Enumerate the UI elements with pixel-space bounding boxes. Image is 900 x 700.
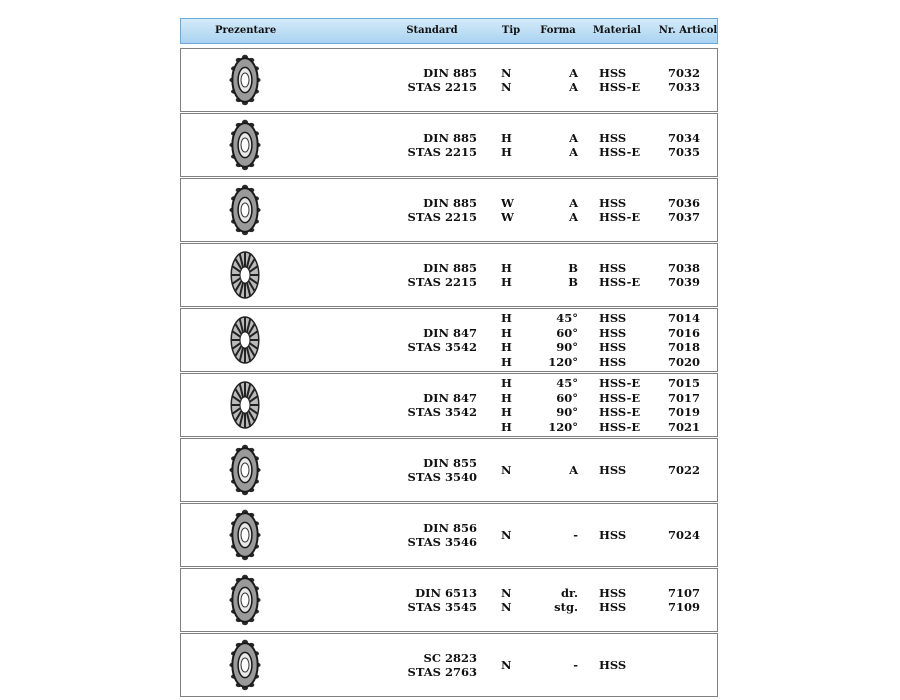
material-value: HSS	[599, 195, 627, 210]
concave-cutter-icon	[215, 443, 275, 497]
forma-value: 60°	[556, 390, 578, 405]
articol-value: 7039	[667, 275, 700, 289]
tip-value: W	[501, 210, 514, 224]
articol-cell	[655, 179, 700, 241]
standard-cell	[387, 634, 477, 696]
forma-value: A	[569, 65, 578, 80]
articol-cell	[655, 244, 700, 306]
forma-value: B	[568, 275, 578, 289]
forma-value: 60°	[556, 325, 578, 340]
forma-value: 90°	[556, 340, 578, 354]
tip-value: H	[501, 405, 512, 419]
table-row	[180, 438, 718, 502]
tip-value: N	[501, 65, 512, 80]
material-cell	[599, 569, 655, 631]
forma-cell	[538, 504, 578, 566]
forma-cell	[538, 244, 578, 306]
header-tip: Tip	[501, 25, 521, 36]
header-standard: Standard	[406, 25, 458, 36]
material-value: HSS-E	[599, 80, 641, 94]
material-value: HSS	[599, 311, 627, 325]
table-row	[180, 633, 718, 697]
material-value: HSS	[599, 354, 627, 369]
material-cell	[599, 634, 655, 696]
material-value: HSS-E	[599, 376, 641, 390]
table-row	[180, 243, 718, 307]
articol-value: 7036	[667, 195, 700, 210]
standard-value: DIN 885	[423, 65, 477, 80]
material-value: HSS-E	[599, 405, 641, 419]
articol-value: 7035	[667, 145, 700, 159]
slot-cutter-icon	[215, 118, 275, 172]
standard-value: DIN 856	[423, 520, 477, 535]
table-row	[180, 568, 718, 632]
forma-value: -	[573, 657, 578, 672]
convex-cutter-icon	[215, 508, 275, 562]
material-value: HSS-E	[599, 390, 641, 405]
material-cell	[599, 309, 655, 371]
table-row	[180, 113, 718, 177]
articol-value: 7037	[667, 210, 700, 224]
standard-value: DIN 885	[423, 195, 477, 210]
tip-value: H	[501, 419, 512, 434]
forma-value: A	[569, 462, 578, 477]
standard-value: STAS 2215	[407, 275, 477, 289]
articol-value: 7032	[667, 65, 700, 80]
standard-cell	[387, 504, 477, 566]
material-cell	[599, 49, 655, 111]
articol-value: 7034	[667, 130, 700, 145]
forma-value: 45°	[556, 376, 578, 390]
articol-value: 7021	[667, 419, 700, 434]
forma-value: 90°	[556, 405, 578, 419]
standard-value: STAS 3545	[407, 600, 477, 614]
tip-value: H	[501, 260, 512, 275]
articol-cell	[655, 504, 700, 566]
forma-value: dr.	[560, 585, 578, 600]
angle-cutter-icon	[215, 313, 275, 367]
gear-cutter-icon	[215, 638, 275, 692]
material-value: HSS	[599, 462, 627, 477]
articol-value: 7033	[667, 80, 700, 94]
forma-cell	[538, 634, 578, 696]
tip-cell	[501, 634, 521, 696]
articol-cell	[655, 49, 700, 111]
tip-cell	[501, 49, 521, 111]
standard-cell	[387, 49, 477, 111]
table-row	[180, 373, 718, 437]
forma-cell	[538, 439, 578, 501]
material-value: HSS	[599, 585, 627, 600]
header-prezentare: Prezentare	[215, 25, 277, 36]
tip-value: N	[501, 585, 512, 600]
standard-value: DIN 885	[423, 260, 477, 275]
forma-cell	[538, 114, 578, 176]
standard-value: STAS 3542	[407, 340, 477, 354]
corner-rounding-cutter-icon	[215, 573, 275, 627]
standard-value: DIN 847	[423, 325, 477, 340]
forma-cell	[538, 309, 578, 371]
tip-cell	[501, 439, 521, 501]
tip-value: H	[501, 376, 512, 390]
standard-value: DIN 885	[423, 130, 477, 145]
material-value: HSS-E	[599, 275, 641, 289]
tip-cell	[501, 114, 521, 176]
standard-cell	[387, 374, 477, 436]
standard-cell	[387, 114, 477, 176]
slot-cutter-icon	[215, 183, 275, 237]
table-body	[180, 48, 718, 697]
articol-value: 7019	[667, 405, 700, 419]
standard-value: STAS 3540	[407, 470, 477, 484]
articol-value: 7015	[667, 376, 700, 390]
table-row	[180, 308, 718, 372]
tip-value: H	[501, 145, 512, 159]
standard-cell	[387, 439, 477, 501]
material-value: HSS-E	[599, 145, 641, 159]
forma-cell	[538, 179, 578, 241]
material-value: HSS	[599, 130, 627, 145]
material-value: HSS-E	[599, 210, 641, 224]
table-row	[180, 178, 718, 242]
material-cell	[599, 179, 655, 241]
tip-value: W	[501, 195, 514, 210]
standard-value: STAS 2215	[407, 145, 477, 159]
table-row	[180, 503, 718, 567]
forma-value: A	[569, 130, 578, 145]
articol-value: 7017	[667, 390, 700, 405]
material-value: HSS-E	[599, 419, 641, 434]
standard-value: DIN 855	[423, 455, 477, 470]
material-cell	[599, 504, 655, 566]
standard-value: DIN 847	[423, 390, 477, 405]
articol-cell	[655, 439, 700, 501]
tip-value: H	[501, 390, 512, 405]
tip-value: H	[501, 130, 512, 145]
tip-cell	[501, 179, 521, 241]
product-table	[180, 18, 718, 698]
material-value: HSS	[599, 260, 627, 275]
tip-value: H	[501, 325, 512, 340]
tip-value: N	[501, 80, 512, 94]
material-value: HSS	[599, 65, 627, 80]
standard-value: DIN 6513	[415, 585, 477, 600]
forma-value: 120°	[548, 419, 578, 434]
forma-value: A	[569, 195, 578, 210]
forma-value: -	[573, 527, 578, 542]
tip-cell	[501, 309, 521, 371]
articol-value: 7024	[667, 527, 700, 542]
slot-cutter-icon	[215, 53, 275, 107]
tip-cell	[501, 569, 521, 631]
tip-cell	[501, 504, 521, 566]
articol-cell	[655, 634, 700, 696]
forma-value: stg.	[554, 600, 578, 614]
material-value: HSS	[599, 527, 627, 542]
material-value: HSS	[599, 325, 627, 340]
tip-cell	[501, 244, 521, 306]
tip-value: H	[501, 275, 512, 289]
standard-value: STAS 2215	[407, 80, 477, 94]
angle-cutter-icon	[215, 378, 275, 432]
standard-value: STAS 2763	[407, 665, 477, 679]
tip-value: N	[501, 657, 512, 672]
material-value: HSS	[599, 340, 627, 354]
material-value: HSS	[599, 600, 627, 614]
material-cell	[599, 244, 655, 306]
material-cell	[599, 374, 655, 436]
forma-value: A	[569, 210, 578, 224]
articol-value: 7109	[667, 600, 700, 614]
articol-cell	[655, 569, 700, 631]
standard-value: STAS 3546	[407, 535, 477, 549]
standard-value: STAS 3542	[407, 405, 477, 419]
material-cell	[599, 439, 655, 501]
articol-value: 7038	[667, 260, 700, 275]
forma-cell	[538, 374, 578, 436]
header-forma: Forma	[540, 25, 576, 36]
articol-cell	[655, 114, 700, 176]
articol-value: 7014	[667, 311, 700, 325]
material-value: HSS	[599, 657, 627, 672]
forma-value: A	[569, 80, 578, 94]
tip-value: H	[501, 354, 512, 369]
tip-value: H	[501, 311, 512, 325]
tip-cell	[501, 374, 521, 436]
articol-cell	[655, 309, 700, 371]
articol-value: 7022	[667, 462, 700, 477]
standard-cell	[387, 309, 477, 371]
header-material: Material	[593, 25, 641, 36]
articol-value: 7018	[667, 340, 700, 354]
standard-cell	[387, 244, 477, 306]
tip-value: N	[501, 462, 512, 477]
forma-cell	[538, 49, 578, 111]
forma-value: A	[569, 145, 578, 159]
forma-value: 45°	[556, 311, 578, 325]
standard-cell	[387, 179, 477, 241]
table-row	[180, 48, 718, 112]
tip-value: N	[501, 600, 512, 614]
articol-value: 7107	[667, 585, 700, 600]
forma-value: B	[568, 260, 578, 275]
articol-cell	[655, 374, 700, 436]
articol-value: 7016	[667, 325, 700, 340]
tip-value: N	[501, 527, 512, 542]
table-header	[180, 18, 718, 44]
articol-value: 7020	[667, 354, 700, 369]
forma-cell	[538, 569, 578, 631]
header-nr-articol: Nr. Articol	[658, 25, 718, 36]
standard-value: SC 2823	[423, 650, 477, 665]
tip-value: H	[501, 340, 512, 354]
staggered-tooth-cutter-icon	[215, 248, 275, 302]
standard-cell	[387, 569, 477, 631]
standard-value: STAS 2215	[407, 210, 477, 224]
forma-value: 120°	[548, 354, 578, 369]
material-cell	[599, 114, 655, 176]
